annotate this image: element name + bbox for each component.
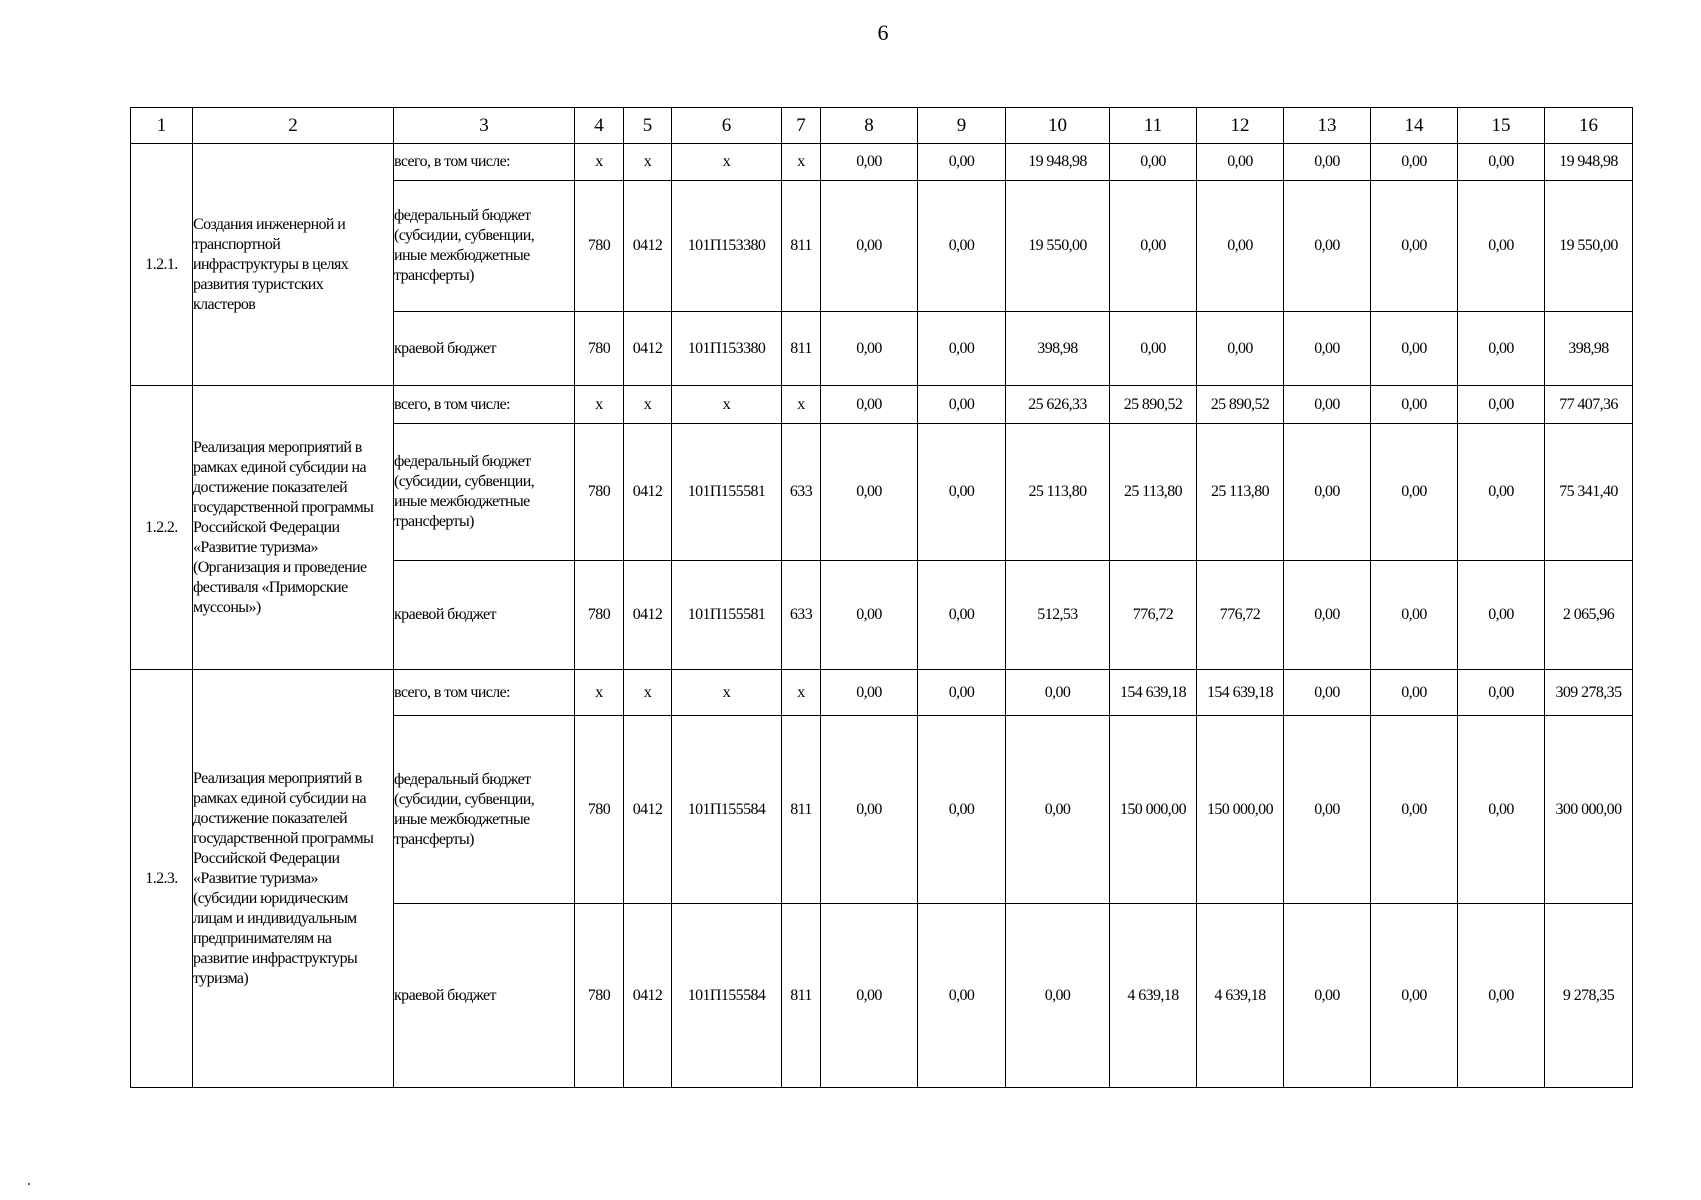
cell-c12: 25 890,52 (1197, 386, 1284, 424)
cell-c4: 780 (575, 181, 624, 312)
cell-c5: x (624, 144, 672, 181)
cell-c13: 0,00 (1284, 424, 1371, 561)
cell-c12: 154 639,18 (1197, 670, 1284, 716)
cell-c8: 0,00 (821, 312, 918, 386)
cell-c4: x (575, 670, 624, 716)
column-header: 4 (575, 108, 624, 144)
cell-c4: x (575, 386, 624, 424)
cell-c10: 0,00 (1006, 904, 1110, 1088)
item-name: Создания инженерной и транспортной инфраструктуры в целях развития туристских кластеров (193, 144, 394, 386)
cell-c15: 0,00 (1458, 904, 1545, 1088)
column-header: 5 (624, 108, 672, 144)
cell-c6: x (672, 670, 782, 716)
cell-c9: 0,00 (918, 904, 1006, 1088)
cell-c4: 780 (575, 561, 624, 670)
cell-c9: 0,00 (918, 670, 1006, 716)
cell-c13: 0,00 (1284, 144, 1371, 181)
cell-c14: 0,00 (1371, 386, 1458, 424)
cell-c16: 2 065,96 (1545, 561, 1633, 670)
table-row-total (131, 144, 1633, 181)
cell-c15: 0,00 (1458, 716, 1545, 904)
cell-c8: 0,00 (821, 561, 918, 670)
column-header: 13 (1284, 108, 1371, 144)
cell-c4: 780 (575, 716, 624, 904)
cell-c16: 77 407,36 (1545, 386, 1633, 424)
cell-c10: 512,53 (1006, 561, 1110, 670)
cell-c8: 0,00 (821, 904, 918, 1088)
cell-c15: 0,00 (1458, 670, 1545, 716)
cell-c11: 0,00 (1110, 312, 1197, 386)
cell-c12: 0,00 (1197, 144, 1284, 181)
funding-source: всего, в том числе: (394, 144, 575, 181)
cell-c7: 811 (782, 181, 821, 312)
cell-c12: 4 639,18 (1197, 904, 1284, 1088)
column-header: 14 (1371, 108, 1458, 144)
column-header: 8 (821, 108, 918, 144)
cell-c4: 780 (575, 312, 624, 386)
item-code: 1.2.1. (131, 144, 193, 386)
column-header: 9 (918, 108, 1006, 144)
cell-c6: 101П153380 (672, 312, 782, 386)
cell-c10: 0,00 (1006, 670, 1110, 716)
cell-c8: 0,00 (821, 144, 918, 181)
cell-c11: 25 113,80 (1110, 424, 1197, 561)
cell-c14: 0,00 (1371, 424, 1458, 561)
cell-c9: 0,00 (918, 312, 1006, 386)
item-code: 1.2.3. (131, 670, 193, 1088)
cell-c10: 19 550,00 (1006, 181, 1110, 312)
cell-c15: 0,00 (1458, 144, 1545, 181)
page-number: 6 (877, 20, 889, 45)
cell-c5: 0412 (624, 904, 672, 1088)
cell-c8: 0,00 (821, 424, 918, 561)
cell-c7: 811 (782, 312, 821, 386)
table-body (131, 108, 1633, 1088)
cell-c16: 309 278,35 (1545, 670, 1633, 716)
cell-c10: 398,98 (1006, 312, 1110, 386)
cell-c13: 0,00 (1284, 181, 1371, 312)
cell-c6: 101П153380 (672, 181, 782, 312)
funding-source: федеральный бюджет (субсидии, субвенции, иные межбюджетные трансферты) (394, 181, 575, 312)
cell-c7: x (782, 670, 821, 716)
table-row-total (131, 670, 1633, 716)
cell-c7: 811 (782, 716, 821, 904)
cell-c5: x (624, 670, 672, 716)
cell-c16: 398,98 (1545, 312, 1633, 386)
item-name: Реализация мероприятий в рамках единой субсидии на достижение показателей государственной программы Российской Федерации «Развитие туризма» (субсидии юридическим лицам и индивидуальным предпринимателям на развитие инфраструктуры туризма) (193, 670, 394, 1088)
budget-table (130, 107, 1633, 1088)
cell-c6: x (672, 386, 782, 424)
cell-c13: 0,00 (1284, 904, 1371, 1088)
cell-c15: 0,00 (1458, 386, 1545, 424)
cell-c13: 0,00 (1284, 312, 1371, 386)
cell-c11: 0,00 (1110, 181, 1197, 312)
cell-c9: 0,00 (918, 424, 1006, 561)
cell-c9: 0,00 (918, 144, 1006, 181)
cell-c16: 75 341,40 (1545, 424, 1633, 561)
cell-c11: 25 890,52 (1110, 386, 1197, 424)
cell-c10: 0,00 (1006, 716, 1110, 904)
cell-c15: 0,00 (1458, 312, 1545, 386)
cell-c4: 780 (575, 904, 624, 1088)
cell-c8: 0,00 (821, 670, 918, 716)
cell-c10: 25 113,80 (1006, 424, 1110, 561)
column-header: 3 (394, 108, 575, 144)
cell-c9: 0,00 (918, 386, 1006, 424)
cell-c8: 0,00 (821, 386, 918, 424)
cell-c11: 154 639,18 (1110, 670, 1197, 716)
cell-c14: 0,00 (1371, 716, 1458, 904)
cell-c5: 0412 (624, 424, 672, 561)
column-header: 12 (1197, 108, 1284, 144)
cell-c6: 101П155581 (672, 561, 782, 670)
item-name: Реализация мероприятий в рамках единой субсидии на достижение показателей государственной программы Российской Федерации «Развитие туризма» (Организация и проведение фестиваля «Приморские муссоны») (193, 386, 394, 670)
cell-c12: 0,00 (1197, 181, 1284, 312)
cell-c14: 0,00 (1371, 670, 1458, 716)
column-header: 1 (131, 108, 193, 144)
cell-c16: 19 948,98 (1545, 144, 1633, 181)
cell-c13: 0,00 (1284, 670, 1371, 716)
cell-c12: 776,72 (1197, 561, 1284, 670)
column-header: 11 (1110, 108, 1197, 144)
cell-c9: 0,00 (918, 181, 1006, 312)
funding-source: всего, в том числе: (394, 670, 575, 716)
cell-c14: 0,00 (1371, 904, 1458, 1088)
cell-c8: 0,00 (821, 181, 918, 312)
cell-c4: x (575, 144, 624, 181)
column-header-row (131, 108, 1633, 144)
cell-c11: 0,00 (1110, 144, 1197, 181)
column-header: 2 (193, 108, 394, 144)
cell-c5: 0412 (624, 312, 672, 386)
cell-c5: 0412 (624, 716, 672, 904)
cell-c15: 0,00 (1458, 181, 1545, 312)
scan-speck (28, 1183, 30, 1185)
funding-source: краевой бюджет (394, 904, 575, 1088)
cell-c13: 0,00 (1284, 716, 1371, 904)
cell-c7: x (782, 144, 821, 181)
cell-c11: 4 639,18 (1110, 904, 1197, 1088)
cell-c13: 0,00 (1284, 386, 1371, 424)
cell-c9: 0,00 (918, 561, 1006, 670)
funding-source: краевой бюджет (394, 561, 575, 670)
table-row-total (131, 386, 1633, 424)
cell-c16: 9 278,35 (1545, 904, 1633, 1088)
cell-c14: 0,00 (1371, 312, 1458, 386)
cell-c11: 776,72 (1110, 561, 1197, 670)
cell-c6: 101П155584 (672, 904, 782, 1088)
cell-c5: 0412 (624, 181, 672, 312)
column-header: 7 (782, 108, 821, 144)
column-header: 10 (1006, 108, 1110, 144)
funding-source: федеральный бюджет (субсидии, субвенции, иные межбюджетные трансферты) (394, 716, 575, 904)
funding-source: всего, в том числе: (394, 386, 575, 424)
column-header: 6 (672, 108, 782, 144)
cell-c4: 780 (575, 424, 624, 561)
cell-c13: 0,00 (1284, 561, 1371, 670)
column-header: 16 (1545, 108, 1633, 144)
cell-c16: 19 550,00 (1545, 181, 1633, 312)
column-header: 15 (1458, 108, 1545, 144)
item-code: 1.2.2. (131, 386, 193, 670)
cell-c15: 0,00 (1458, 424, 1545, 561)
cell-c8: 0,00 (821, 716, 918, 904)
cell-c6: x (672, 144, 782, 181)
funding-source: краевой бюджет (394, 312, 575, 386)
cell-c14: 0,00 (1371, 181, 1458, 312)
cell-c6: 101П155581 (672, 424, 782, 561)
cell-c5: 0412 (624, 561, 672, 670)
cell-c12: 0,00 (1197, 312, 1284, 386)
cell-c7: 633 (782, 424, 821, 561)
cell-c12: 150 000,00 (1197, 716, 1284, 904)
cell-c11: 150 000,00 (1110, 716, 1197, 904)
cell-c15: 0,00 (1458, 561, 1545, 670)
cell-c12: 25 113,80 (1197, 424, 1284, 561)
cell-c7: 633 (782, 561, 821, 670)
funding-source: федеральный бюджет (субсидии, субвенции, иные межбюджетные трансферты) (394, 424, 575, 561)
cell-c9: 0,00 (918, 716, 1006, 904)
cell-c5: x (624, 386, 672, 424)
cell-c10: 19 948,98 (1006, 144, 1110, 181)
cell-c16: 300 000,00 (1545, 716, 1633, 904)
cell-c14: 0,00 (1371, 144, 1458, 181)
cell-c14: 0,00 (1371, 561, 1458, 670)
cell-c7: x (782, 386, 821, 424)
cell-c10: 25 626,33 (1006, 386, 1110, 424)
cell-c6: 101П155584 (672, 716, 782, 904)
cell-c7: 811 (782, 904, 821, 1088)
